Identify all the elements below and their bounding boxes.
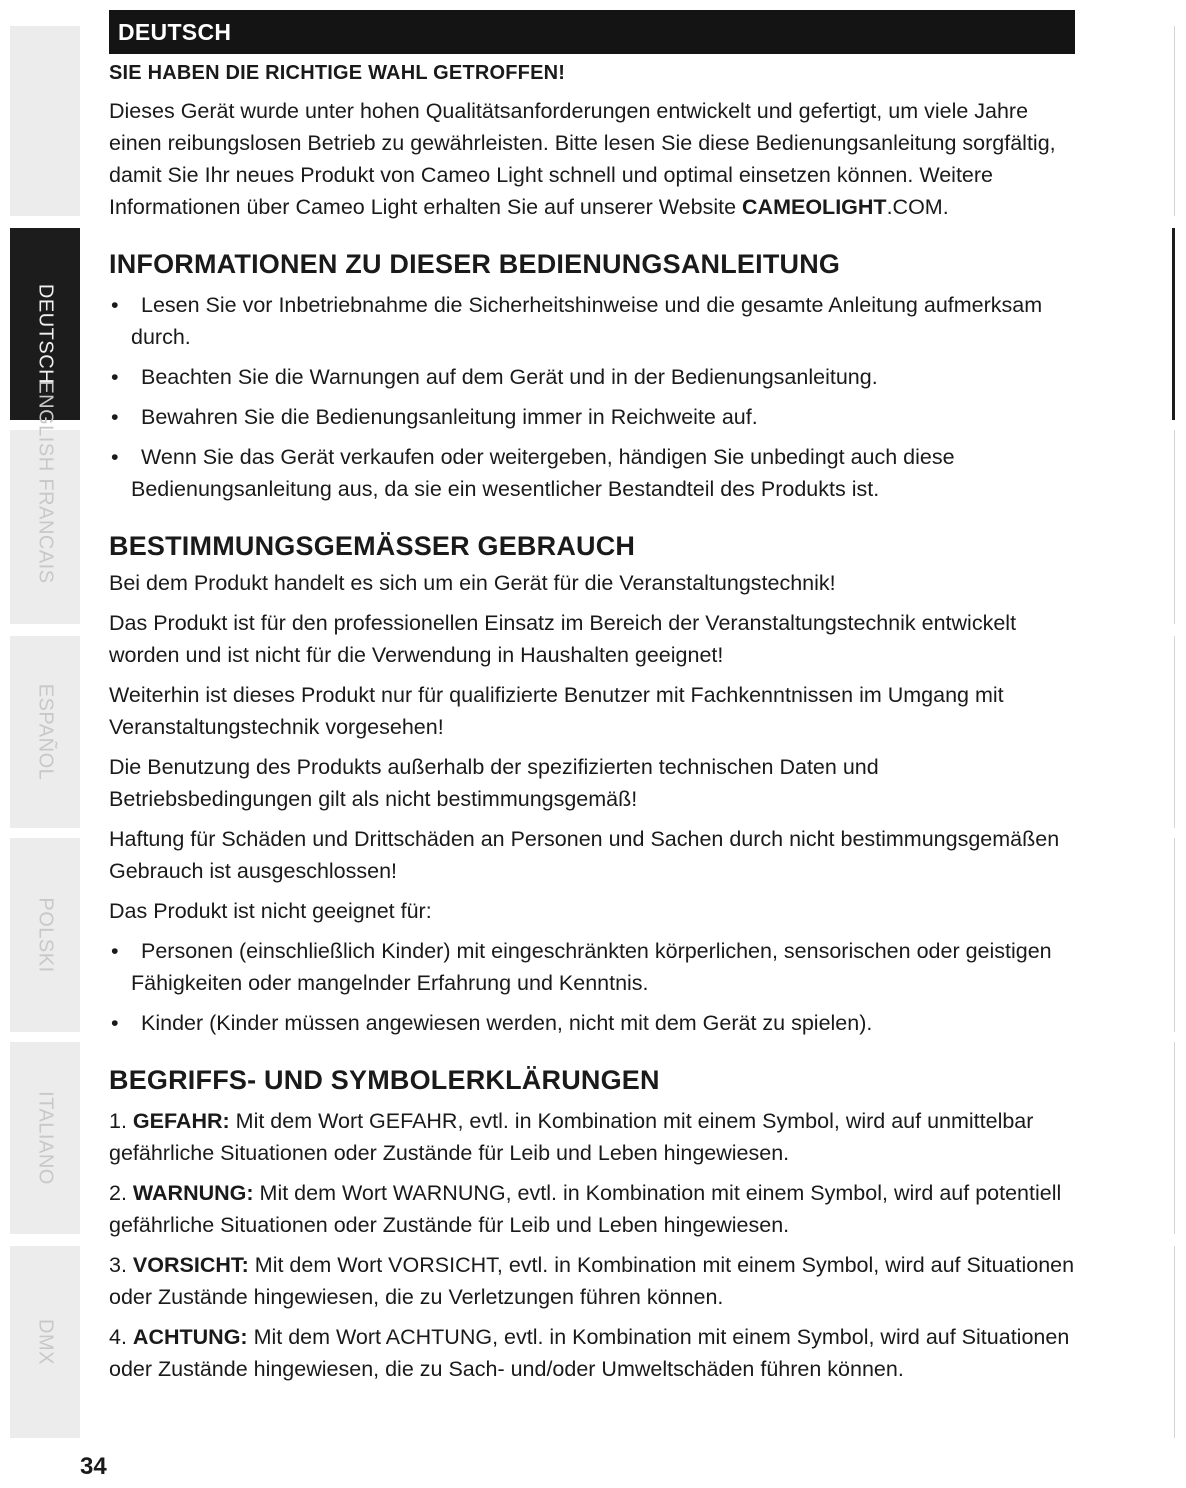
symbol-text: Mit dem Wort ACHTUNG, evtl. in Kombination mit einem Symbol, wird auf Situationen oder Zustände hingewiesen, die zu Sach- und/oder Umweltschäden führen können.: [109, 1325, 1070, 1381]
symbol-item: [109, 1177, 1075, 1241]
use-bullet-list: [109, 935, 1075, 1039]
side-tab-dmx[interactable]: [10, 1246, 80, 1438]
side-tab-label: ENGLISH: [34, 380, 57, 472]
language-title: DEUTSCH: [118, 18, 232, 45]
side-tab-label: ESPAÑOL: [34, 683, 57, 781]
margin-line: [1174, 26, 1175, 216]
list-item: [109, 401, 1075, 433]
list-item: [109, 1007, 1075, 1039]
section-title-info: INFORMATIONEN ZU DIESER BEDIENUNGSANLEITUNG: [109, 249, 841, 279]
use-paragraph: Das Produkt ist für den professionellen Einsatz im Bereich der Veranstaltungstechnik entwickelt worden und ist nicht für die Verwendung in Haushalten geeignet!: [109, 611, 1017, 667]
bullet-text: Beachten Sie die Warnungen auf dem Gerät und in der Bedienungsanleitung.: [141, 365, 878, 389]
symbol-text: Mit dem Wort GEFAHR, evtl. in Kombination mit einem Symbol, wird auf unmittelbar gefährliche Situationen oder Zustände für Leib und Leben hingewiesen.: [109, 1109, 1034, 1165]
page-number: 34: [80, 1453, 107, 1480]
list-item: [109, 289, 1075, 353]
bullet-text: Kinder (Kinder müssen angewiesen werden, nicht mit dem Gerät zu spielen).: [141, 1011, 873, 1035]
symbol-term: VORSICHT:: [132, 1253, 249, 1277]
side-tab-label: ITALIANO: [34, 1091, 57, 1185]
symbol-term: GEFAHR:: [132, 1109, 230, 1133]
intro-paragraph: [109, 95, 1075, 223]
side-tab-english[interactable]: [10, 380, 80, 624]
list-item: [109, 361, 1075, 393]
symbol-number: 4.: [109, 1325, 127, 1349]
info-bullet-list: [109, 289, 1075, 505]
margin-line: [1174, 430, 1175, 624]
side-tab-label: FRANCAIS: [34, 478, 57, 584]
symbol-number: 1.: [109, 1109, 127, 1133]
bullet-text: Lesen Sie vor Inbetriebnahme die Sicherheitshinweise und die gesamte Anleitung aufmerksam durch.: [131, 293, 1043, 349]
margin-line: [1174, 636, 1175, 828]
website-suffix: .COM.: [886, 195, 949, 219]
section-title-symbols: BEGRIFFS- UND SYMBOLERKLÄRUNGEN: [109, 1065, 660, 1095]
side-tab-blank: [10, 26, 80, 216]
use-paragraph: Weiterhin ist dieses Produkt nur für qualifizierte Benutzer mit Fachkenntnissen im Umgang mit Veranstaltungstechnik vorgesehen!: [109, 683, 1004, 739]
section-title-use: BESTIMMUNGSGEMÄSSER GEBRAUCH: [109, 531, 636, 561]
symbol-number: 2.: [109, 1181, 127, 1205]
list-item: [109, 935, 1075, 999]
bullet-text: Wenn Sie das Gerät verkaufen oder weitergeben, händigen Sie unbedingt auch diese Bedienungsanleitung aus, da sie ein wesentlicher Bestandteil des Produkts ist.: [131, 445, 955, 501]
list-item: [109, 441, 1075, 505]
margin-line: [1174, 1042, 1175, 1234]
margin-line: [1174, 838, 1175, 1032]
margin-line: [1174, 1246, 1175, 1438]
intro-text: Dieses Gerät wurde unter hohen Qualitätsanforderungen entwickelt und gefertigt, um viele Jahre einen reibungslosen Betrieb zu gewährleisten. Bitte lesen Sie diese Bedienungsanleitung sorgfältig, damit Sie Ihr neues Produkt von Cameo Light schnell und optimal einsetzen können. Weitere Informationen über Cameo Light erhalten Sie auf unserer Website: [109, 99, 1056, 219]
side-tab-label: DEUTSCH: [34, 283, 57, 384]
language-header-bar: [109, 10, 1075, 54]
side-tab-espanol[interactable]: [10, 636, 80, 828]
symbol-term: WARNUNG:: [132, 1181, 254, 1205]
side-tab-label: DMX: [34, 1319, 57, 1365]
symbol-text: Mit dem Wort VORSICHT, evtl. in Kombination mit einem Symbol, wird auf Situationen oder Zustände hingewiesen, die zu Verletzungen führen können.: [109, 1253, 1075, 1309]
side-tab-polski[interactable]: [10, 838, 80, 1032]
symbol-item: [109, 1249, 1075, 1313]
side-tab-label: POLSKI: [34, 897, 57, 973]
symbol-term: ACHTUNG:: [132, 1325, 248, 1349]
website-link[interactable]: CAMEOLIGHT: [742, 195, 887, 219]
subtitle: SIE HABEN DIE RICHTIGE WAHL GETROFFEN!: [109, 62, 566, 84]
use-paragraph: Bei dem Produkt handelt es sich um ein Gerät für die Veranstaltungstechnik!: [109, 571, 836, 595]
symbol-text: Mit dem Wort WARNUNG, evtl. in Kombination mit einem Symbol, wird auf potentiell gefährliche Situationen oder Zustände für Leib und Leben hingewiesen.: [109, 1181, 1062, 1237]
margin-marker-active: [1172, 228, 1175, 420]
use-paragraph: Die Benutzung des Produkts außerhalb der spezifizierten technischen Daten und Betriebsbedingungen gilt als nicht bestimmungsgemäß!: [109, 755, 879, 811]
side-tab-italiano[interactable]: [10, 1042, 80, 1234]
symbol-number: 3.: [109, 1253, 127, 1277]
bullet-text: Personen (einschließlich Kinder) mit eingeschränkten körperlichen, sensorischen oder geistigen Fähigkeiten oder mangelnder Erfahrung und Kenntnis.: [131, 939, 1052, 995]
symbol-item: [109, 1105, 1075, 1169]
use-paragraph: Haftung für Schäden und Drittschäden an Personen und Sachen durch nicht bestimmungsgemäßen Gebrauch ist ausgeschlossen!: [109, 827, 1060, 883]
symbol-item: [109, 1321, 1075, 1385]
bullet-text: Bewahren Sie die Bedienungsanleitung immer in Reichweite auf.: [141, 405, 758, 429]
main-content: [109, 10, 1075, 1385]
use-paragraph: Das Produkt ist nicht geeignet für:: [109, 899, 432, 923]
